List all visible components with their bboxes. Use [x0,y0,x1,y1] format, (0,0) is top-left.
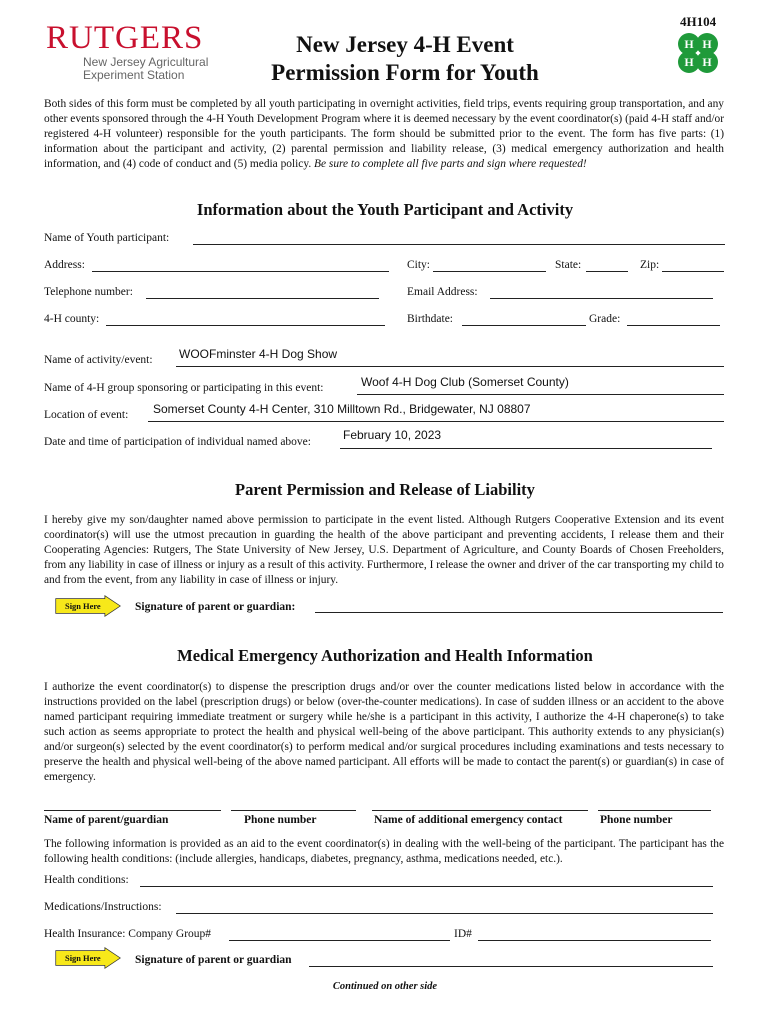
insurance-group-field[interactable] [229,940,450,941]
section-participant-heading: Information about the Youth Participant and Activity [196,200,574,219]
zip-label: Zip: [640,259,660,271]
sign-here-arrow-icon [44,595,132,617]
location-label: Location of event: [44,409,129,421]
insurance-label: Health Insurance: Company Group# [44,928,212,940]
date-value[interactable]: February 10, 2023 [343,428,442,442]
parent-signature-label: Signature of parent or guardian: [135,601,296,613]
group-field[interactable] [357,394,724,395]
four-h-clover-icon [672,28,724,85]
emergency-contact-field[interactable] [372,810,588,811]
telephone-label: Telephone number: [44,286,133,298]
grade-label: Grade: [589,313,621,325]
state-label: State: [555,259,582,271]
permission-paragraph: I hereby give my son/daughter named above permission to participate in the event listed. Although Rutgers Cooperative Extension and its event coordinator(s) will use the utmost precaution in guarding the health of the above participant and preventing accidents, I release them and their Cooperating Agencies: Rutgers, The State University of New Jersey, U.S. Department of Agriculture, and County Boards of Chosen Freeholders, from any liability in case of illness or injury as a result of this activity. Furthermore, I release the owner and driver of the car transporting my child to and from the event, from any liability in case of illness or injury. [44,514,724,586]
participant-name-label: Name of Youth participant: [44,232,170,244]
sign-here-button[interactable] [44,947,132,974]
logo-subtitle-line1: New Jersey Agricultural [83,55,209,69]
county-label: 4-H county: [44,313,100,325]
parent-phone-field[interactable] [231,810,356,811]
emergency-phone-field[interactable] [598,810,711,811]
medications-label: Medications/Instructions: [44,901,162,913]
group-value[interactable]: Woof 4-H Dog Club (Somerset County) [361,375,569,389]
location-field[interactable] [148,421,724,422]
birthdate-label: Birthdate: [407,313,453,325]
sign-here-label: Sign Here [65,952,101,963]
intro-emphasis: Be sure to complete all five parts and sign where requested! [314,158,587,170]
parent-name-caption: Name of parent/guardian [44,814,169,826]
page-title [200,31,610,87]
medical-paragraph: I authorize the event coordinator(s) to dispense the prescription drugs and/or over the counter medications listed below in accordance with the instructions provided on the label (prescription drugs) or below (over-the-counter medications). In case of sudden illness or an accident to the above named participant requiring immediate treatment or surgery while he/she is a participant in this activity, I authorize the 4-H chaperone(s) to take such action as seems appropriate to protect the health and physical well-being of the above participant. This authority extends to any physician(s) and/or surgeon(s) selected by the event coordinator(s) to perform medical and/or surgical procedures including examinations and tests necessary to preserve the health and physical well-being of the above named participant. All efforts will be made to contact the parent(s) or guardian(s) in case of emergency. [44,681,724,783]
logo-subtitle-line2: Experiment Station [83,68,185,82]
location-value[interactable]: Somerset County 4-H Center, 310 Milltown Rd., Bridgewater, NJ 08807 [153,402,531,416]
sign-here-button[interactable] [44,595,132,622]
clover-letter: H [684,37,694,51]
clover-letter: H [702,55,712,69]
telephone-field[interactable] [146,298,379,299]
email-field[interactable] [490,298,713,299]
rutgers-logo: RUTGERS [46,20,204,56]
parent-signature-field[interactable] [315,612,723,613]
health-intro-paragraph: The following information is provided as an aid to the event coordinator(s) in dealing with the well-being of the participant. The participant has the following health conditions: (include allergies, handicaps, diabetes, pregnancy, asthma, medications needed, etc.). [44,838,724,865]
date-label: Date and time of participation of individual named above: [44,436,311,448]
health-conditions-label: Health conditions: [44,874,129,886]
title-line1: New Jersey 4-H Event [296,32,514,57]
form-code: 4H104 [680,14,717,29]
grade-field[interactable] [627,325,720,326]
activity-value[interactable]: WOOFminster 4-H Dog Show [179,347,338,361]
intro-text: Both sides of this form must be completed by all youth participating in overnight activities, field trips, events requiring group transportation, and any other events sponsored through the 4-H Youth Development Program where it is deemed necessary by the event coordinator(s) (paid 4-H staff and/or registered 4-H volunteer) responsible for the youth participants. The form should be submitted prior to the event. The form has five parts: (1) information about the participant and activity, (2) parental permission and liability release, (3) medical emergency authorization and health information, and (4) code of conduct and (5) media policy. [44,98,724,170]
group-label: Name of 4-H group sponsoring or participating in this event: [44,382,324,394]
city-field[interactable] [433,271,546,272]
address-field[interactable] [92,271,389,272]
parent-name-field[interactable] [44,810,221,811]
birthdate-field[interactable] [462,325,586,326]
zip-field[interactable] [662,271,724,272]
address-label: Address: [44,259,85,271]
activity-field[interactable] [176,366,724,367]
emergency-phone-caption: Phone number [600,814,673,826]
title-line2: Permission Form for Youth [271,60,539,85]
insurance-id-field[interactable] [478,940,711,941]
emergency-contact-caption: Name of additional emergency contact [374,814,563,826]
county-field[interactable] [106,325,385,326]
city-label: City: [407,259,431,271]
clover-letter: H [684,55,694,69]
sign-here-label: Sign Here [65,600,101,611]
logo-subtitle [83,56,208,82]
activity-label: Name of activity/event: [44,354,153,366]
state-field[interactable] [586,271,628,272]
medical-signature-label: Signature of parent or guardian [135,954,292,966]
email-label: Email Address: [407,286,478,298]
date-field[interactable] [340,448,712,449]
medical-signature-field[interactable] [309,966,713,967]
section-permission-heading: Parent Permission and Release of Liability [235,480,535,499]
participant-name-field[interactable] [193,244,725,245]
parent-phone-caption: Phone number [244,814,317,826]
sign-here-arrow-icon [44,947,132,969]
health-conditions-field[interactable] [140,886,713,887]
clover-letter: H [702,37,712,51]
medications-field[interactable] [176,913,713,914]
intro-paragraph [44,97,724,172]
insurance-id-label: ID# [454,928,472,940]
continued-note: Continued on other side [332,981,438,992]
section-medical-heading: Medical Emergency Authorization and Health Information [177,646,593,665]
